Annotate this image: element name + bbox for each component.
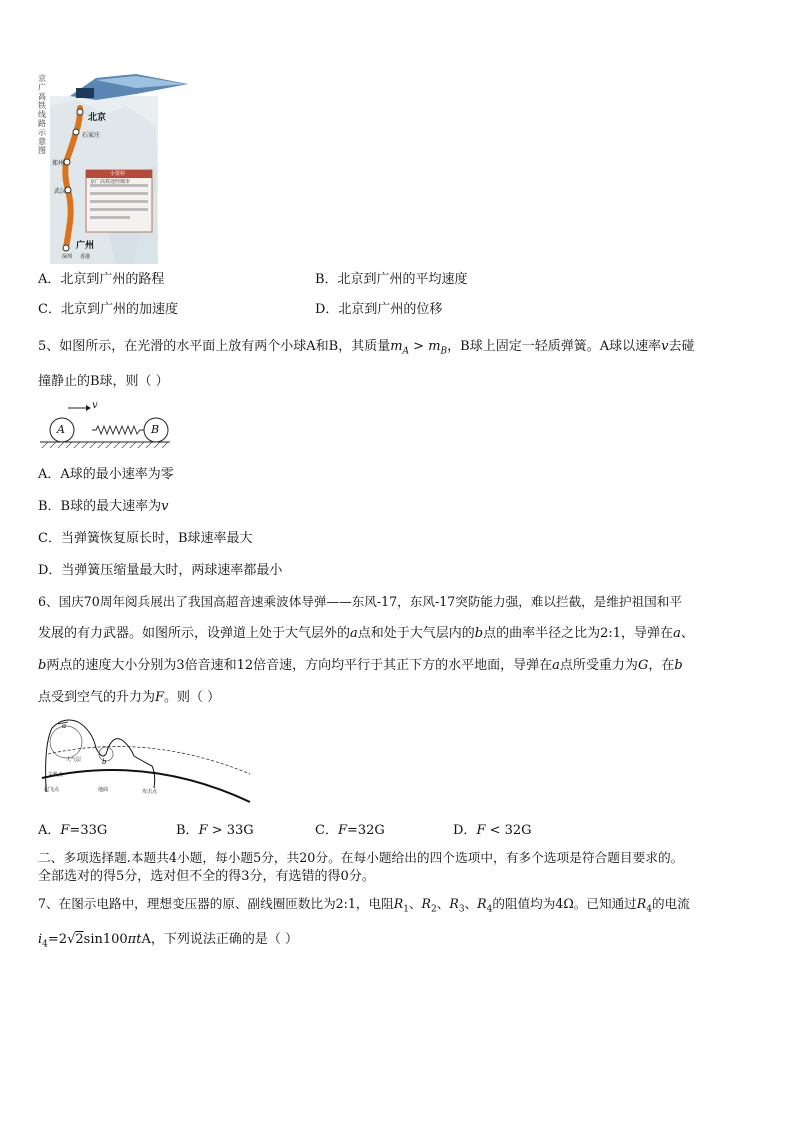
side-title-char: 图 (38, 146, 46, 155)
q7-text: 的阻值均为4Ω。已知通过 (492, 896, 637, 911)
label-point-a: a (62, 722, 67, 730)
option-text: B．B球的最大速率为 (38, 499, 162, 514)
velocity-label: v (92, 400, 98, 411)
railway-map-figure (36, 66, 196, 266)
q6-text: 点所受重力为 (559, 658, 638, 673)
q4-option-c: C．北京到广州的加速度 (38, 302, 178, 317)
sqrt-symbol: √ (67, 932, 76, 947)
q6-option-c (315, 823, 385, 839)
q6-text: 发展的有力武器。如图所示，设弹道上处于大气层外的 (38, 626, 351, 641)
q6-text: 两点的速度大小分别为3倍音速和12倍音速，方向均平行于其正下方的水平地面，导弹在 (46, 658, 553, 673)
city-label-shijiazhuang: 石家庄 (82, 132, 101, 139)
q6-stem-line4 (38, 690, 220, 706)
mass-subscript-a: A (402, 346, 410, 357)
side-title-char: 线 (38, 110, 46, 119)
resistor-symbol: R (636, 896, 647, 911)
side-title-char: 铁 (38, 101, 46, 110)
option-value: > 33G (207, 823, 254, 838)
q5-text: 去碰 (668, 339, 695, 354)
q6-text: 点和处于大气层内的 (357, 626, 475, 641)
q6-stem-line2 (38, 626, 694, 642)
q6-text: ，在 (648, 658, 675, 673)
point-b: b (38, 658, 47, 673)
current-subscript: 4 (42, 939, 48, 950)
velocity-symbol: v (661, 339, 669, 354)
q4-option-a: A．北京到广州的路程 (38, 272, 165, 287)
q7-text: 的电流 (652, 896, 690, 911)
equation-text: πt (127, 932, 142, 947)
resistor-subscript: 1 (403, 904, 409, 915)
ball-b-label: B (151, 423, 160, 436)
lift-symbol: F (337, 823, 347, 838)
q4-option-b: B．北京到广州的平均速度 (315, 272, 468, 287)
q6-stem-line3 (38, 658, 683, 674)
city-label-beijing: 北京 (88, 113, 107, 123)
info-box-title: 京广高铁途经城市 (90, 179, 131, 185)
city-label-wuhan: 武汉 (54, 188, 67, 195)
gravity-symbol: G (637, 658, 649, 673)
resistor-symbol: R (449, 896, 459, 911)
point-a: a (673, 626, 681, 641)
city-label-zhengzhou: 郑州 (52, 160, 65, 167)
label-point-b: b (102, 758, 107, 766)
side-title-char: 意 (38, 137, 46, 146)
label-atmosphere: 大气层 (66, 757, 82, 763)
current-symbol: i (38, 932, 43, 947)
equation-text: =2 (47, 932, 68, 947)
side-title-char: 京 (38, 74, 46, 83)
label-launch-point: 起飞点 (44, 787, 60, 793)
q7-text: 7、在图示电路中，理想变压器的原、副线圈匝数比为2:1，电阻 (38, 896, 394, 911)
equation-text: sin100 (83, 932, 128, 947)
resistor-subscript: 2 (431, 904, 437, 915)
q5-option-d: D．当弹簧压缩量最大时，两球速率都最小 (38, 563, 283, 578)
q6-text: 点受到空气的升力为 (38, 690, 156, 705)
label-shutdown-point: 关机点 (48, 772, 64, 778)
q5-option-b (38, 499, 168, 515)
label-ground: 地面 (98, 787, 109, 793)
option-letter: D． (453, 823, 477, 838)
sqrt-argument: 2 (75, 932, 84, 947)
label-target-point: 攻击点 (142, 789, 158, 795)
info-box-header: 小资料 (110, 171, 126, 177)
option-letter: B． (176, 823, 199, 838)
q6-stem-line1: 6、国庆70周年阅兵展出了我国高超音速乘波体导弹——东风-17，东风-17突防能力强，难以拦截，是维护祖国和平 (38, 594, 682, 609)
mass-symbol: m (428, 339, 441, 354)
q6-text: 点的曲率半径之比为2:1，导弹在 (483, 626, 674, 641)
q4-option-d: D．北京到广州的位移 (315, 302, 443, 317)
city-label-shenzhen: 深圳 (62, 254, 73, 260)
q6-option-b (176, 823, 254, 839)
resistor-subscript: 4 (486, 904, 493, 915)
lift-symbol: F (60, 823, 70, 838)
q6-option-a (38, 823, 107, 839)
q5-option-c: C．当弹簧恢复原长时，B球速率最大 (38, 531, 253, 546)
mass-symbol: m (390, 339, 403, 354)
side-title-char: 示 (38, 128, 46, 137)
q6-text: 、 (680, 626, 694, 641)
resistor-symbol: R (477, 896, 487, 911)
option-letter: C． (315, 823, 338, 838)
city-label-hongkong: 香港 (80, 254, 91, 260)
greater-than: > (409, 339, 429, 354)
option-value: =33G (69, 823, 108, 838)
lift-symbol: F (155, 690, 165, 705)
q7-stem-line2 (38, 932, 298, 953)
separator: 、 (408, 896, 422, 911)
separator: 、 (436, 896, 450, 911)
separator: 、 (464, 896, 478, 911)
q5-figure (38, 402, 172, 448)
q6-text: 。则（ ） (164, 690, 221, 705)
point-a: a (350, 626, 358, 641)
q5-option-a: A．A球的最小速率为零 (38, 467, 174, 482)
city-label-guangzhou: 广州 (76, 241, 95, 251)
point-a: a (552, 658, 560, 673)
resistor-symbol: R (421, 896, 432, 911)
side-title-char: 高 (38, 92, 46, 101)
resistor-subscript: 4 (646, 904, 652, 915)
point-b: b (674, 658, 683, 673)
option-value: < 32G (485, 823, 532, 838)
lift-symbol: F (476, 823, 486, 838)
map-side-title (38, 74, 48, 155)
resistor-symbol: R (393, 896, 404, 911)
mass-subscript-b: B (440, 346, 448, 357)
q5-stem-line1 (38, 339, 695, 360)
option-value: =32G (346, 823, 385, 838)
q5-text: ，B球上固定一轻质弹簧。A球以速率 (447, 339, 662, 354)
side-title-char: 路 (38, 119, 46, 128)
q7-stem-line1 (38, 896, 690, 918)
option-letter: A． (38, 823, 61, 838)
q7-text: A，下列说法正确的是（ ） (141, 932, 298, 947)
q5-text: 5、如图所示，在光滑的水平面上放有两个小球A和B，其质量 (38, 339, 391, 354)
resistor-subscript: 3 (458, 904, 465, 915)
point-b: b (474, 626, 484, 641)
section2-heading-line2: 全部选对的得5分，选对但不全的得3分，有选错的得0分。 (38, 869, 375, 884)
q6-option-d (453, 823, 532, 839)
ball-a-label: A (57, 423, 65, 436)
q6-trajectory-figure (38, 714, 252, 806)
velocity-symbol: v (161, 499, 169, 514)
q5-stem-line2: 撞静止的B球，则（ ） (38, 374, 169, 389)
lift-symbol: F (198, 823, 208, 838)
section2-heading-line1: 二、多项选择题.本题共4小题，每小题5分，共20分。在每小题给出的四个选项中，有多个选项是符合题目要求的。 (38, 850, 684, 865)
side-title-char: 广 (38, 83, 46, 92)
